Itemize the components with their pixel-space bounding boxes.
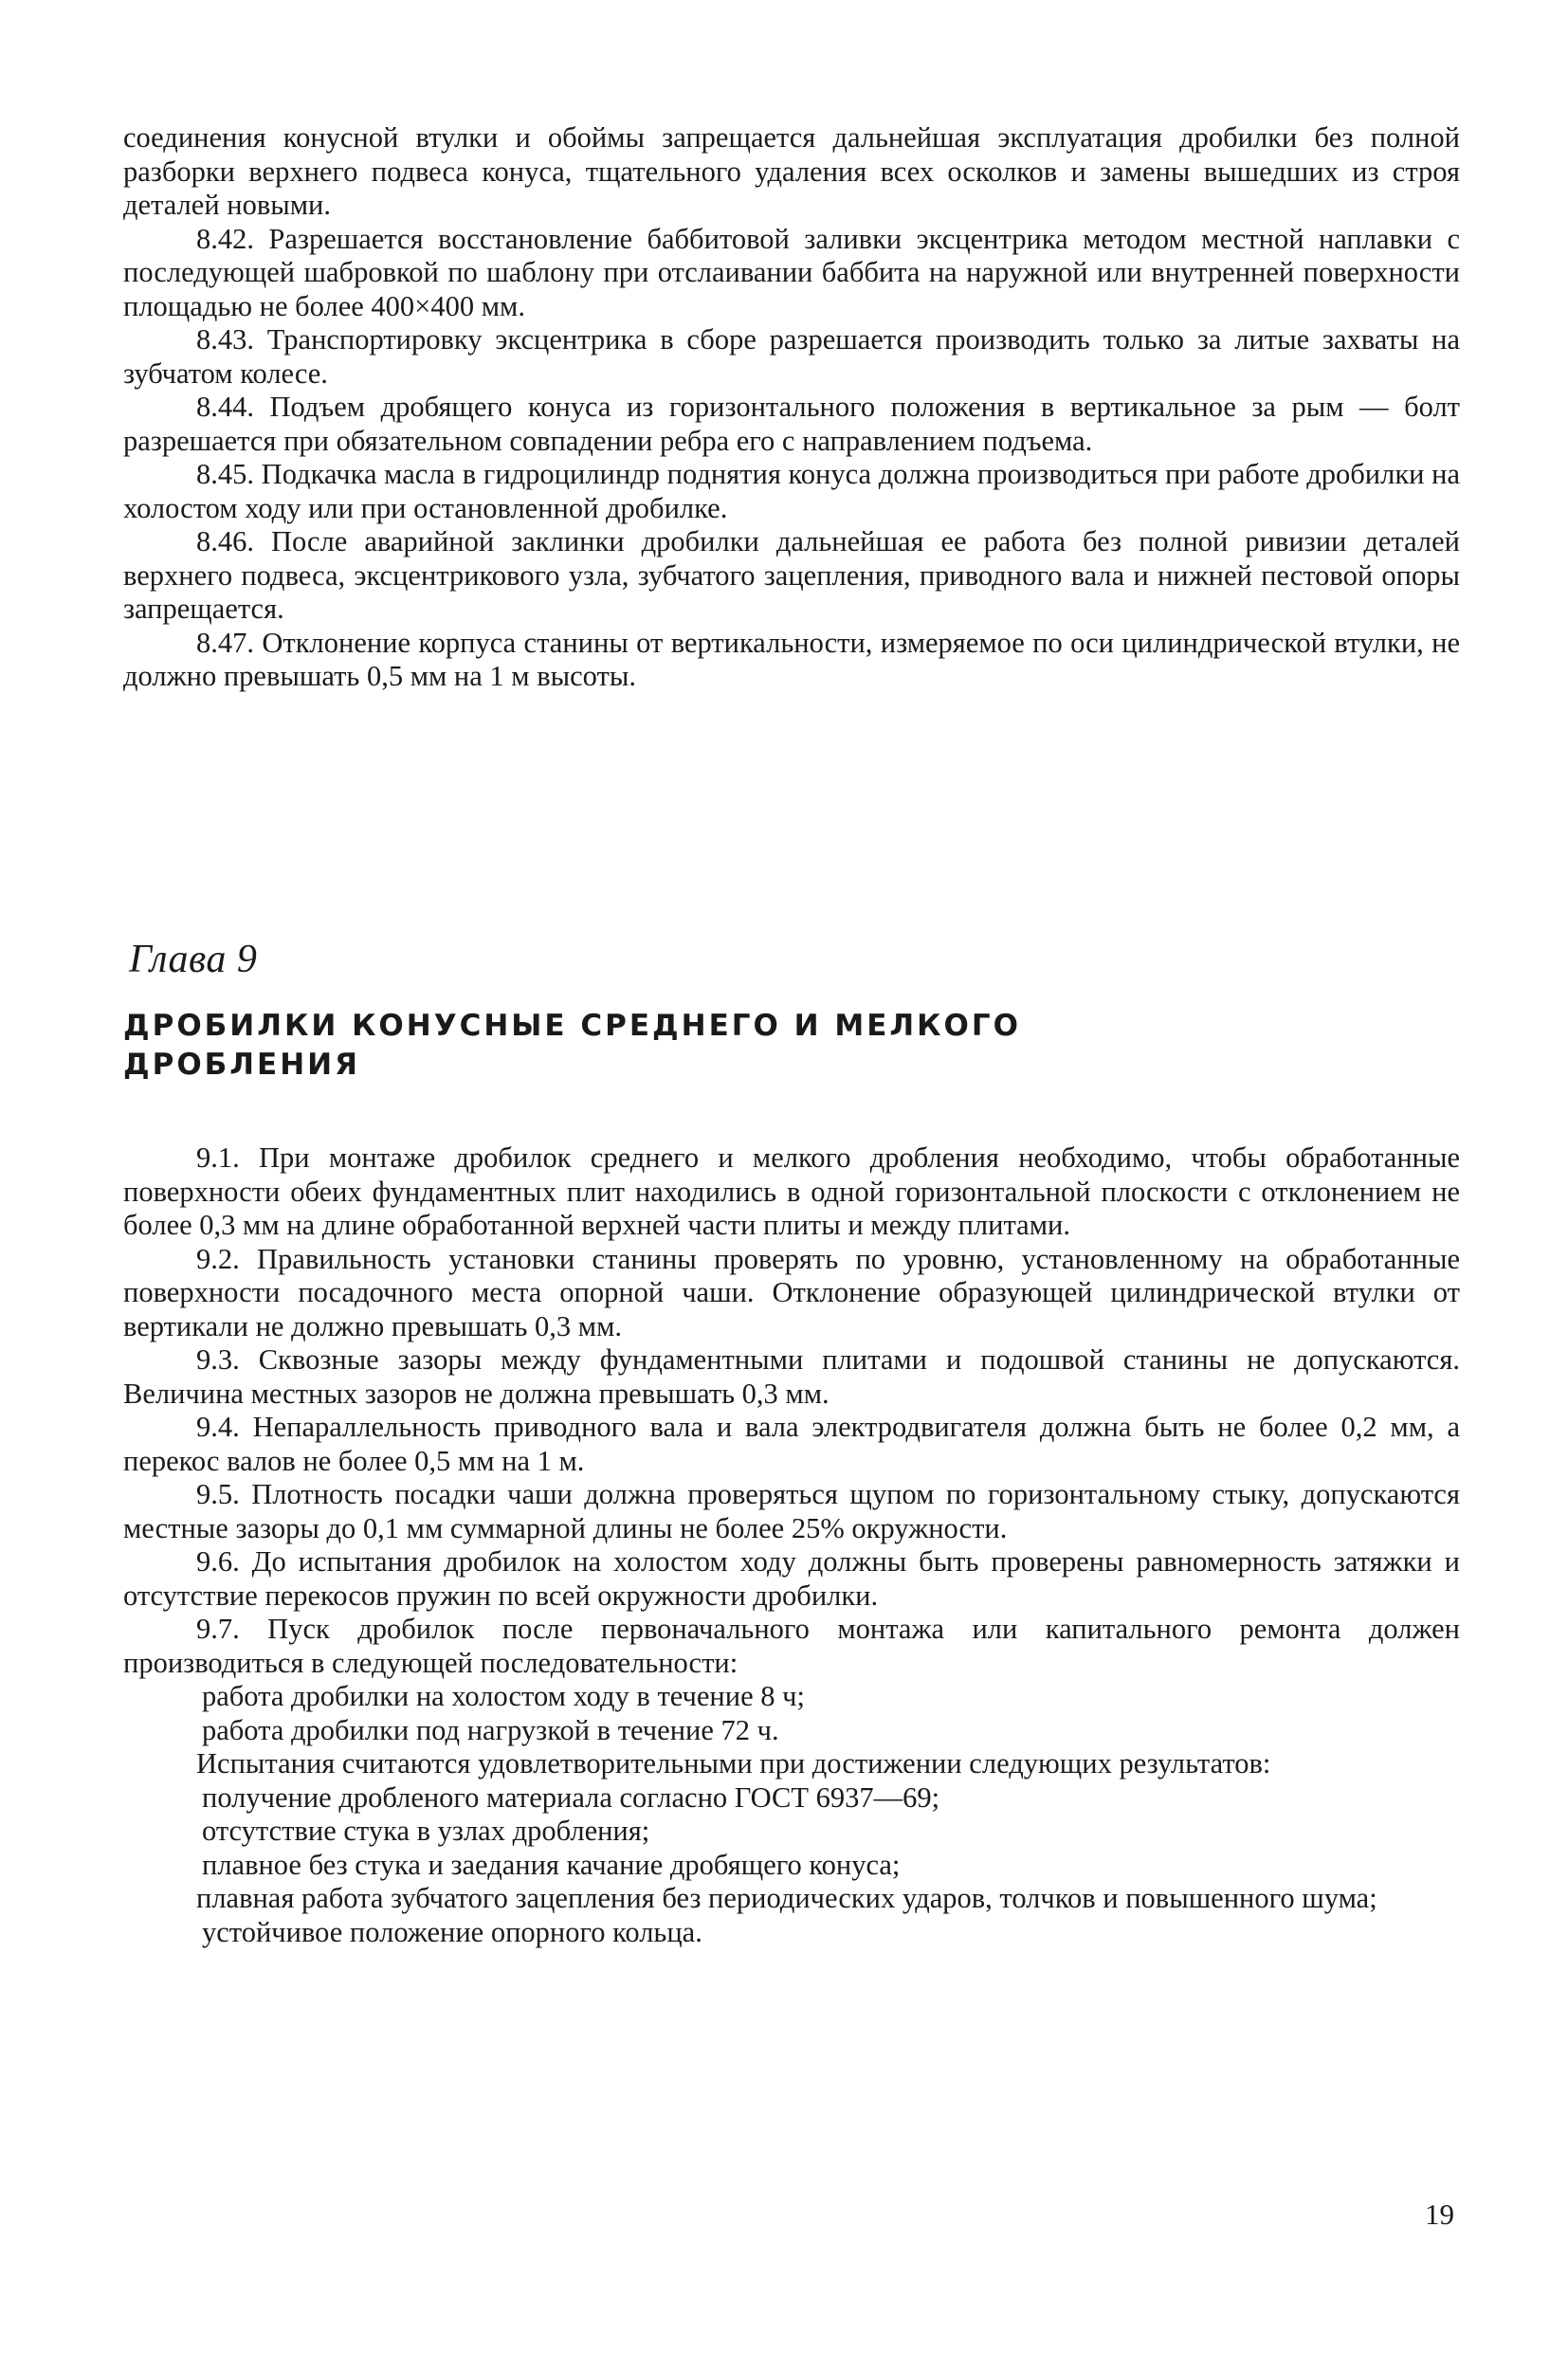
paragraph-8-41-continuation: соединения конусной втулки и обоймы запрещается дальнейшая эксплуатация дробилки без полной разборки верхнего подвеса конуса, тщательного удаления всех осколков и замены вышедших из строя деталей новыми. (123, 121, 1460, 221)
paragraph-8-47: 8.47. Отклонение корпуса станины от вертикальности, измеряемое по оси цилиндрической втулки, не должно превышать 0,5 мм на 1 м высоты. (123, 626, 1460, 692)
paragraph-9-4: 9.4. Непараллельность приводного вала и вала электродвигателя должна быть не более 0,2 мм, а перекос валов не более 0,5 мм на 1 м. (123, 1411, 1460, 1477)
paragraph-8-42: 8.42. Разрешается восстановление баббитовой заливки эксцентрика методом местной наплавки с последующей шабровкой по шаблону при отслаивании баббита на наружной или внутренней поверхности площадью не более 400×400 мм. (123, 222, 1460, 322)
list-item-no-knock: отсутствие стука в узлах дробления; (202, 1815, 650, 1847)
list-item-crushed-material: получение дробленого материала согласно ГОСТ 6937—69; (202, 1780, 940, 1814)
paragraph-8-46: 8.46. После аварийной заклинки дробилки дальнейшая ее работа без полной ривизии деталей верхнего подвеса, эксцентрикового узла, зубчатого зацепления, приводного вала и нижней пестовой опоры запрещается. (123, 525, 1460, 625)
paragraph-8-45: 8.45. Подкачка масла в гидроцилиндр поднятия конуса должна производиться при работе дробилки на холостом ходу или при остановленной дробилке. (123, 458, 1460, 524)
chapter-title-line-2: ДРОБЛЕНИЯ (123, 1048, 360, 1082)
paragraph-9-7: 9.7. Пуск дробилок после первоначального монтажа или капитального ремонта должен производиться в следующей последовательности: (123, 1613, 1460, 1679)
paragraph-9-6: 9.6. До испытания дробилок на холостом ходу должны быть проверены равномерность затяжки и отсутствие перекосов пружин по всей окружности дробилки. (123, 1545, 1460, 1612)
paragraph-8-43: 8.43. Транспортировку эксцентрика в сборе разрешается производить только за литые захваты на зубчатом колесе. (123, 323, 1460, 390)
page-number: 19 (1425, 2198, 1454, 2231)
paragraph-8-44: 8.44. Подъем дробящего конуса из горизонтального положения в вертикальное за рым — болт разрешается при обязательном совпадении ребра его с направлением подъема. (123, 391, 1460, 457)
list-item-load-run: работа дробилки под нагрузкой в течение 72 ч. (202, 1713, 779, 1746)
section-8-continuation (123, 121, 1460, 694)
paragraph-test-criteria: Испытания считаются удовлетворительными при достижении следующих результатов: (196, 1747, 1271, 1780)
chapter-title (123, 1007, 1071, 1085)
paragraph-9-1: 9.1. При монтаже дробилок среднего и мелкого дробления необходимо, чтобы обработанные поверхности обеих фундаментных плит находились в одной горизонтальной плоскости с отклонением не более 0,3 мм на длине обработанной верхней части плиты и между плитами. (123, 1141, 1460, 1241)
list-item-support-ring: устойчивое положение опорного кольца. (202, 1915, 702, 1948)
list-item-gear-mesh: плавная работа зубчатого зацепления без периодических ударов, толчков и повышенного шума; (196, 1882, 1377, 1914)
paragraph-9-2: 9.2. Правильность установки станины проверять по уровню, установленному на обработанные поверхности посадочного места опорной чаши. Отклонение образующей цилиндрической втулки от вертикали не должно превышать 0,3 мм. (123, 1242, 1460, 1342)
list-item-idle-run: работа дробилки на холостом ходу в течение 8 ч; (202, 1680, 805, 1712)
section-9-body (123, 1141, 1460, 1949)
paragraph-9-5: 9.5. Плотность посадки чаши должна проверяться щупом по горизонтальному стыку, допускаются местные зазоры до 0,1 мм суммарной длины не более 25% окружности. (123, 1478, 1460, 1544)
list-item-smooth-swing: плавное без стука и заедания качание дробящего конуса; (202, 1848, 901, 1881)
paragraph-9-3: 9.3. Сквозные зазоры между фундаментными плитами и подошвой станины не допускаются. Величина местных зазоров не должна превышать 0,3 мм. (123, 1343, 1460, 1410)
chapter-title-line-1: ДРОБИЛКИ КОНУСНЫЕ СРЕДНЕГО И МЕЛКОГО (123, 1009, 1021, 1043)
chapter-label: Глава 9 (129, 938, 258, 981)
